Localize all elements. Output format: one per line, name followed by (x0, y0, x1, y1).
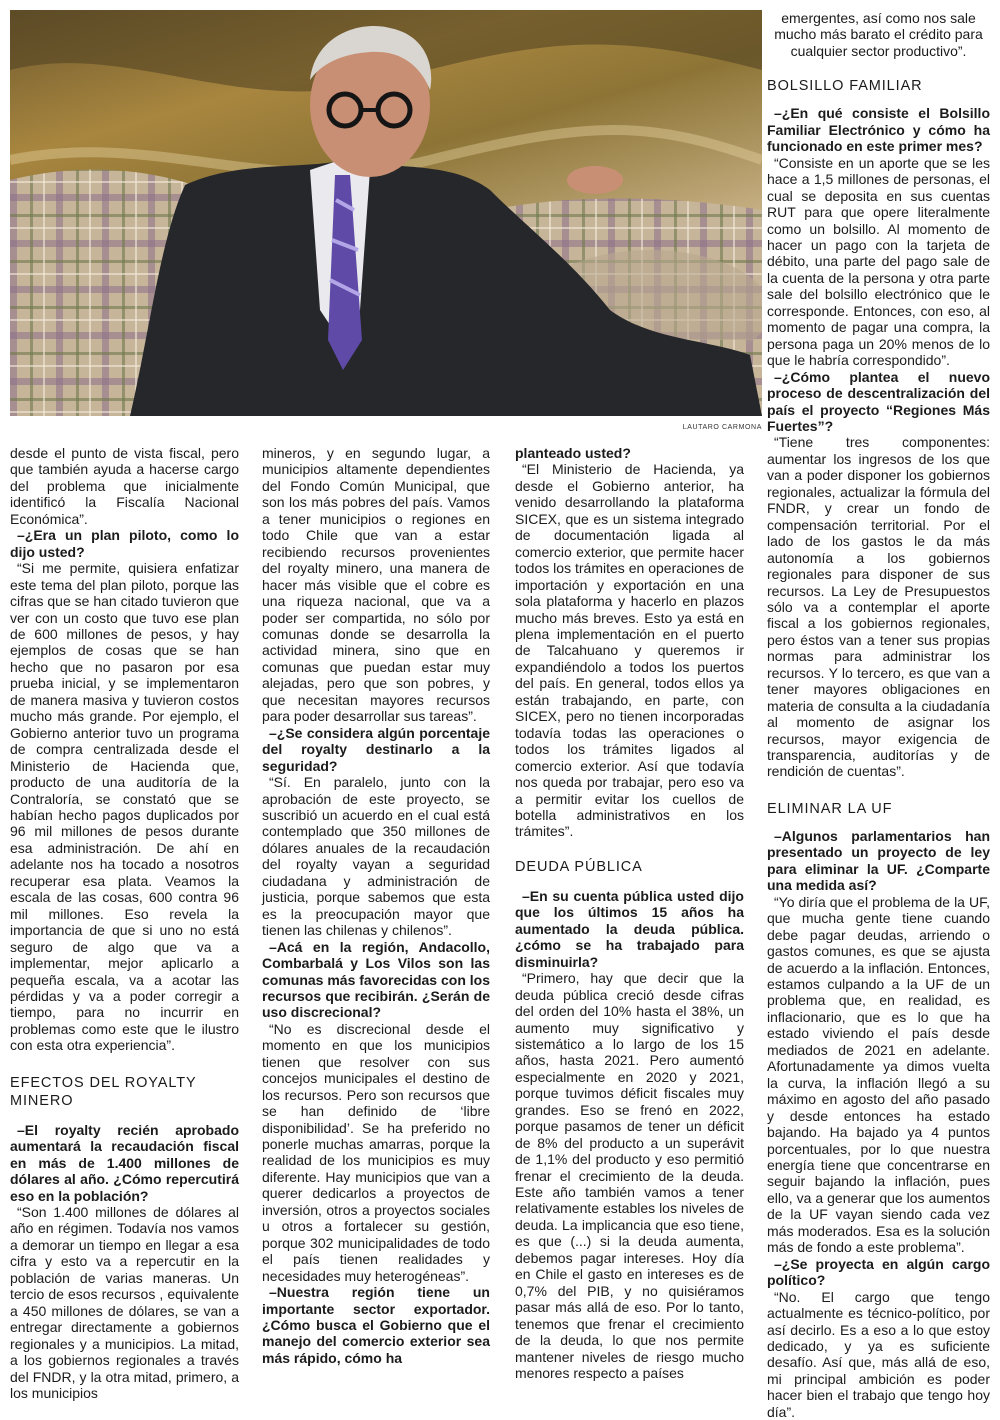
interview-question: –Acá en la región, Andacollo, Combarbalá y Los Vilos son las comunas más favorecidas con los recursos que recibirán. ¿Serán de uso discrecional? (262, 938, 490, 1021)
paragraph: emergentes, así como nos sale mucho más barato el crédito para cualquier sector productivo”. (774, 10, 983, 59)
interview-question: –Nuestra región tiene un importante sector exportador. ¿Cómo busca el Gobierno que el manejo del comercio exterior sea más rápido, cómo ha (262, 1284, 490, 1366)
interview-question: –¿Era un plan piloto, como lo dijo usted? (10, 527, 239, 560)
section-heading: EFECTOS DEL ROYALTY MINERO (10, 1074, 197, 1109)
paragraph: desde el punto de vista fiscal, pero que también ayuda a hacerse cargo del problema que inicialmente identificó la Fiscalía Nacional Económica”. (10, 445, 239, 527)
column-3 (515, 445, 744, 1381)
interview-question: planteado usted? (515, 445, 631, 461)
paragraph: “Yo diría que el problema de la UF, que mucha gente tiene cuando debe pagar deudas, arriendo o gastos comunes, es que se ajusta de acuerdo a la inflación. Entonces, estamos culpando a la UF de un problema que, en realidad, es inflacionario, que es lo que ha estado viviendo el país desde mediados de 2021 en adelante. Afortunadamente ya dimos vuelta la curva, la inflación llegó a su máximo en agosto del año pasado y desde entonces ha estado bajando. Ha bajado ya 4 puntos porcentuales, por lo que nuestra energía tiene que concentrarse en seguir bajando la inflación, pues ello, va a generar que los aumentos de la UF vayan siendo cada vez más moderados. Esa es la solución más de fondo a este problema”. (767, 893, 990, 1256)
paragraph: “Primero, hay que decir que la deuda pública creció desde cifras del orden del 10% hasta el 38%, un aumento muy significativo y sistemático a lo largo de los 15 años, hasta 2021. Pero aumentó especialmente en 2020 y 2021, porque tuvimos déficit fiscales muy grandes. Eso se frenó en 2022, porque pasamos de tener un déficit de 8% del producto a un superávit de 1,1% del producto y eso permitió frenar el crecimiento de la deuda. Este año también vamos a tener relativamente estables los niveles de deuda. La implicancia que eso tiene, es que (...) si la deuda aumenta, debemos pagar intereses. Hoy día en Chile el gasto en intereses es de 0,7% del PIB, y no quisiéramos pasar más allá de eso. Por lo tanto, tenemos que frenar el crecimiento de la deuda, lo que nos permite mantener niveles de riesgo mucho menores respecto a países (515, 970, 744, 1382)
paragraph: “Sí. En paralelo, junto con la aprobación de este proyecto, se suscribió un acuerdo en el cual está contemplado que 350 millones de dólares anuales de la recaudación del royalty vayan a seguridad ciudadana y administración de justicia, porque sabemos que esta es la preocupación mayor que tienen las chilenas y chilenos”. (262, 774, 490, 939)
section-heading: BOLSILLO FAMILIAR (767, 78, 923, 95)
interview-question: –El royalty recién aprobado aumentará la recaudación fiscal en más de 1.400 millones de dólares al año. ¿Cómo repercutirá eso en la población? (10, 1121, 239, 1204)
section-heading: ELIMINAR LA UF (767, 800, 893, 817)
paragraph: “No. El cargo que tengo actualmente es técnico-político, por así decirlo. Es a eso a lo que estoy dedicado, y ya es suficiente desafío. Así que, más allá de eso, mi principal ambición es poder hacer bien el trabajo que tengo hoy día”. (767, 1288, 990, 1420)
paragraph: “El Ministerio de Hacienda, ya desde el Gobierno anterior, ha venido desarrollando la plataforma SICEX, que es un sistema integrado de documentación ligada al comercio exterior, que permite hacer todos los trámites en operaciones de importación y exportación en una sola plataforma y hacerlo en plazos mucho más breves. Esto ya está en plena implementación en el puerto de Talcahuano y queremos ir expandiéndolo a todos los puertos del país. En general, todos ellos ya están trabajando, en parte, con SICEX, pero no tienen incorporadas todavía todas las operaciones o todos los trámites ligados al comercio exterior. Así que todavía nos queda por trabajar, pero eso va a permitir evitar los cuellos de botella administrativos en los trámites”. (515, 461, 744, 840)
interview-photo (10, 10, 762, 416)
column-1 (10, 445, 239, 1401)
interview-question: –¿Se considera algún porcentaje del royalty destinarlo a la seguridad? (262, 724, 490, 774)
interview-photo-illustration (10, 10, 762, 416)
paragraph: “Tiene tres componentes: aumentar los ingresos de los que van a poder disponer los gobiernos regionales, actualizar la fórmula del FNDR, y crear un fondo de compensación territorial. Por el lado de los gastos le da más autonomía a los gobiernos regionales para disponer de sus recursos. La Ley de Presupuestos sólo va a contemplar el aporte fiscal a los gobiernos regionales, pero éstos van a tener sus propias normas para administrar los recursos. Y lo tercero, es que van a tener mayores obligaciones en materia de consulta a la ciudadanía al momento de asignar los recursos, mayor exigencia de transparencia, auditorías y de rendición de cuentas”. (767, 434, 990, 780)
paragraph: mineros, y en segundo lugar, a municipios altamente dependientes del Fondo Común Municipal, que son los más pobres del país. Vamos a tener municipios o regiones en todo Chile que van a estar recibiendo recursos provenientes del royalty minero, una manera de hacer más visible que el cobre es una riqueza nacional, que va a poder ser compartida, no sólo por comunas donde se desarrolla la actividad minera, sino que en comunas que puedan estar muy alejadas, pero que son pobres, y que necesitan mayores recursos para poder desarrollar sus tareas”. (262, 445, 490, 725)
interview-question: –¿En qué consiste el Bolsillo Familiar Electrónico y cómo ha funcionado en este primer mes? (767, 105, 990, 155)
interview-question: –Algunos parlamentarios han presentado un proyecto de ley para eliminar la UF. ¿Comparte una medida así? (767, 827, 990, 894)
section-heading: DEUDA PÚBLICA (515, 858, 643, 875)
column-2 (262, 445, 490, 1366)
column-4 (767, 10, 990, 1420)
paragraph: “Si me permite, quisiera enfatizar este tema del plan piloto, porque las cifras que se han citado tuvieron que ver con un costo que tuvo ese plan de 600 millones de pesos, y hay ejemplos de cosas que se han hecho que no pasaron por esa prueba inicial, y se implementaron de manera masiva y tuvieron costos mucho más grande. Por ejemplo, el Gobierno anterior tuvo un programa de compra centralizada desde el Ministerio de Hacienda que, producto de una auditoría de la Contraloría, se constató que se habían hecho pagos duplicados por 96 mil millones de pesos durante esa administración. De ahí en adelante nos ha tocado a nosotros recuperar esa plata. Veamos la escala de las cosas, 600 contra 96 mil millones. Eso revela la importancia de que si uno no está seguro de algo que va a implementar, mejor aplicarlo a pequeña escala, va a acotar las pérdidas y va a poder corregir a tiempo, para no incurrir en problemas como este que le ilustro con esta otra experiencia”. (10, 560, 239, 1054)
paragraph: “Son 1.400 millones de dólares al año en régimen. Todavía nos vamos a demorar un tiempo en llegar a esa cifra y esto va a repercutir en la población de varias maneras. Un tercio de esos recursos , equivalente a 450 millones de dólares, se van a entregar directamente a gobiernos regionales y a municipios. La mitad, a los gobiernos regionales a través del FNDR, y la otra mitad, primero, a los municipios (10, 1204, 239, 1402)
interview-question: –¿Se proyecta en algún cargo político? (767, 1255, 990, 1289)
paragraph: “No es discrecional desde el momento en que los municipios tienen que resolver con sus concejos municipales el destino de los recursos. Pero son recursos que se han definido de ‘libre disponibilidad’. Se ha preferido no ponerle muchas amarras, porque la realidad de los municipios es muy diferente. Hay municipios que van a querer dedicarlos a proyectos de inversión, otros a proyectos sociales u otros a fortalecer su gestión, porque 302 municipalidades de todo el país tienen realidades y necesidades muy heterogéneas”. (262, 1020, 490, 1284)
paragraph: “Consiste en un aporte que se les hace a 1,5 millones de personas, el cual se deposita en sus cuentas RUT para que opere literalmente como un bolsillo. Al momento de hacer un pago con la tarjeta de débito, una parte del pago sale de la cuenta de la persona y otra parte sale del bolsillo electrónico que le corresponde. Entonces, con eso, al momento de pagar una compra, la persona paga un 20% menos de lo que le habría correspondido”. (767, 154, 990, 369)
interview-question: –En su cuenta pública usted dijo que los últimos 15 años ha aumentado la deuda pública. ¿cómo se ha trabajado para disminuirla? (515, 887, 744, 970)
photo-credit: LAUTARO CARMONA (682, 424, 762, 431)
interview-question: –¿Cómo plantea el nuevo proceso de descentralización del país el proyecto “Regiones Más Fuertes”? (767, 368, 990, 434)
